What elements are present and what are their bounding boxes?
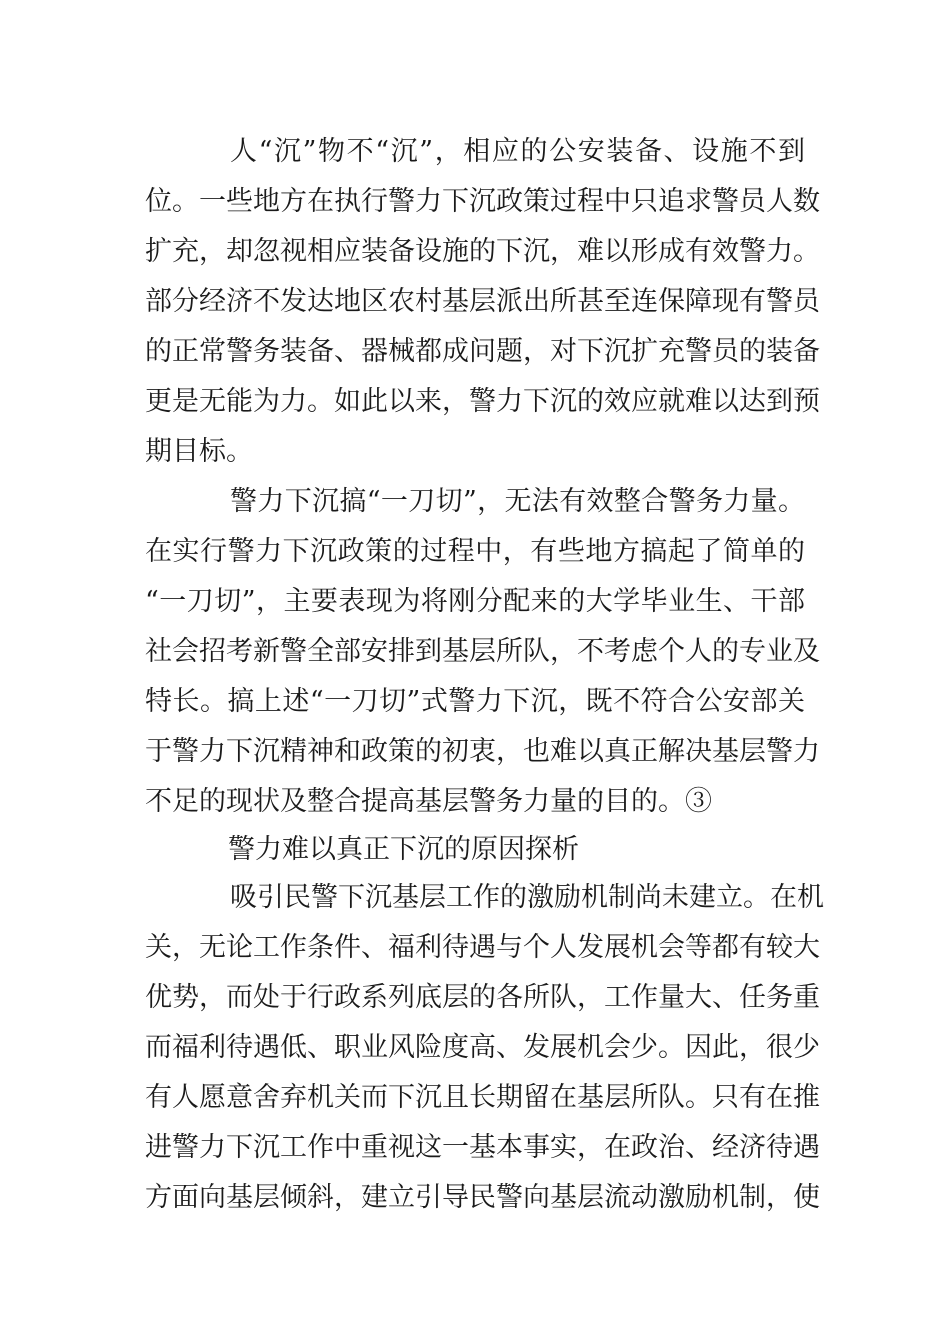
paragraph-1-line-6: 更是无能为力。如此以来，警力下沉的效应就难以达到预 (145, 386, 820, 417)
paragraph-3-line-7: 方面向基层倾斜，建立引导民警向基层流动激励机制，使 (145, 1182, 820, 1213)
paragraph-2-line-1: 警力下沉搞“一刀切”，无法有效整合警务力量。 (230, 486, 805, 517)
paragraph-1-line-2: 位。一些地方在执行警力下沉政策过程中只追求警员人数 (145, 186, 820, 217)
paragraph-3-line-1: 吸引民警下沉基层工作的激励机制尚未建立。在机 (230, 882, 824, 913)
paragraph-2-line-7: 不足的现状及整合提高基层警务力量的目的。③ (145, 786, 712, 817)
paragraph-3-line-3: 优势，而处于行政系列底层的各所队，工作量大、任务重 (145, 982, 820, 1013)
paragraph-3-line-2: 关，无论工作条件、福利待遇与个人发展机会等都有较大 (145, 932, 820, 963)
paragraph-1-line-4: 部分经济不发达地区农村基层派出所甚至连保障现有警员 (145, 286, 820, 317)
paragraph-1-line-5: 的正常警务装备、器械都成问题，对下沉扩充警员的装备 (145, 336, 820, 367)
paragraph-3-line-6: 进警力下沉工作中重视这一基本事实，在政治、经济待遇 (145, 1132, 820, 1163)
paragraph-1-line-1: 人“沉”物不“沉”，相应的公安装备、设施不到 (230, 136, 805, 167)
section-heading: 警力难以真正下沉的原因探析 (228, 834, 579, 865)
paragraph-2-line-5: 特长。搞上述“一刀切”式警力下沉，既不符合公安部关 (145, 686, 805, 717)
paragraph-2-line-2: 在实行警力下沉政策的过程中，有些地方搞起了简单的 (145, 536, 805, 567)
paragraph-1-line-7: 期目标。 (145, 436, 253, 467)
paragraph-2-line-4: 社会招考新警全部安排到基层所队，不考虑个人的专业及 (145, 636, 820, 667)
paragraph-3-line-5: 有人愿意舍弃机关而下沉且长期留在基层所队。只有在推 (145, 1082, 820, 1113)
paragraph-3-line-4: 而福利待遇低、职业风险度高、发展机会少。因此，很少 (145, 1032, 820, 1063)
paragraph-1-line-3: 扩充，却忽视相应装备设施的下沉，难以形成有效警力。 (145, 236, 820, 267)
paragraph-2-line-6: 于警力下沉精神和政策的初衷，也难以真正解决基层警力 (145, 736, 820, 767)
paragraph-2-line-3: “一刀切”，主要表现为将刚分配来的大学毕业生、干部 (145, 586, 805, 617)
